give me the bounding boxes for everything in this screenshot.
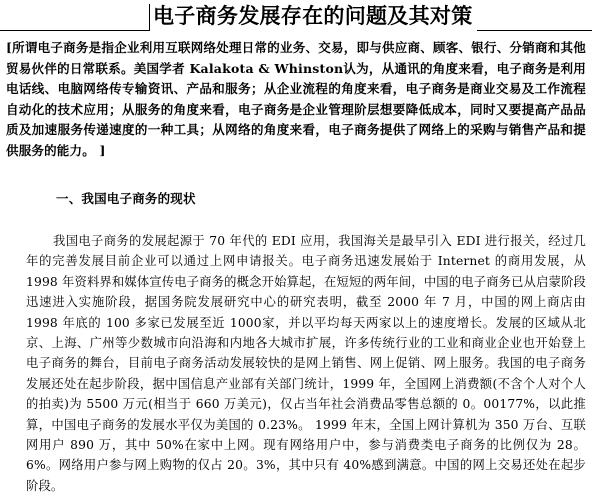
abstract-paragraph: [所谓电子商务是指企业利用互联网络处理日常的业务、交易，即与供应商、顾客、银行、分销商和其他贸易伙伴的日常联系。美国学者 Kalakota & Whinston认为，从通讯的角度来看，电子商务是利用电话线、电脑网络传专输资讯、产品和服务；从企业流程的角度来看，电子商务是商业交易及工作流程自动化的技术应用；从服务的角度来看，电子商务是企业管理阶层想要降低成本，同时又要提高产品品质及加速服务传递速度的一种工具；从网络的角度来看，电子商务提供了网络上的采购与销售产品和提供服务的能力。 ] [6,40,586,158]
title-underline-right [477,30,592,31]
document-title: 电子商务发展存在的问题及其对策 [153,3,473,28]
section-heading: 一、我国电子商务的现状 [56,191,196,206]
title-row [0,0,592,32]
body-paragraph: 我国电子商务的发展起源于 70 年代的 EDI 应用，我国海关是最早引入 EDI 进行报关，经过几年的完善发展目前企业可以通过上网申请报关。电子商务迅速发展始于 Internet 的商用发展，从 1998 年资料界和媒体宣传电子商务的概念开始算起，在短短的两年间，中国的电子商务已从启蒙阶段迅速进入实施阶段，据国务院发展研究中心的研究表明，截至 2000 年 7 月，中国的网上商店由 1998 年底的 100 多家已发展至近 1000家，并以平均每天两家以上的速度增长。发展的区域从北京、上海、广州等少数城市向沿海和内地各大城市扩展，许多传统行业的工业和商业企业也开始登上电子商务的舞台，目前电子商务活动发展较快的是网上销售、网上促销、网上服务。我国的电子商务发展还处在起步阶段，据中国信息产业部有关部门统计，1999 年，全国网上消费额(不含个人对个人的拍卖)为 5500 万元(相当于 660 万美元)，仅占当年社会消费品零售总额的 0。00177%，以此推算，中国电子商务的发展水平仅为美国的 0.23%。 1999 年末，全国上网计算机为 350 万台、互联网用户 890 万，其中 50%在家中上网。现有网络用户中，参与消费类电子商务的比例仅为 28。6%。网络用户参与网上购物的仅占 20。3%，其中只有 40%感到满意。中国的网上交易还处在起步阶段。 [26,234,586,493]
text-cursor [149,4,150,31]
title-underline-left [0,30,150,31]
